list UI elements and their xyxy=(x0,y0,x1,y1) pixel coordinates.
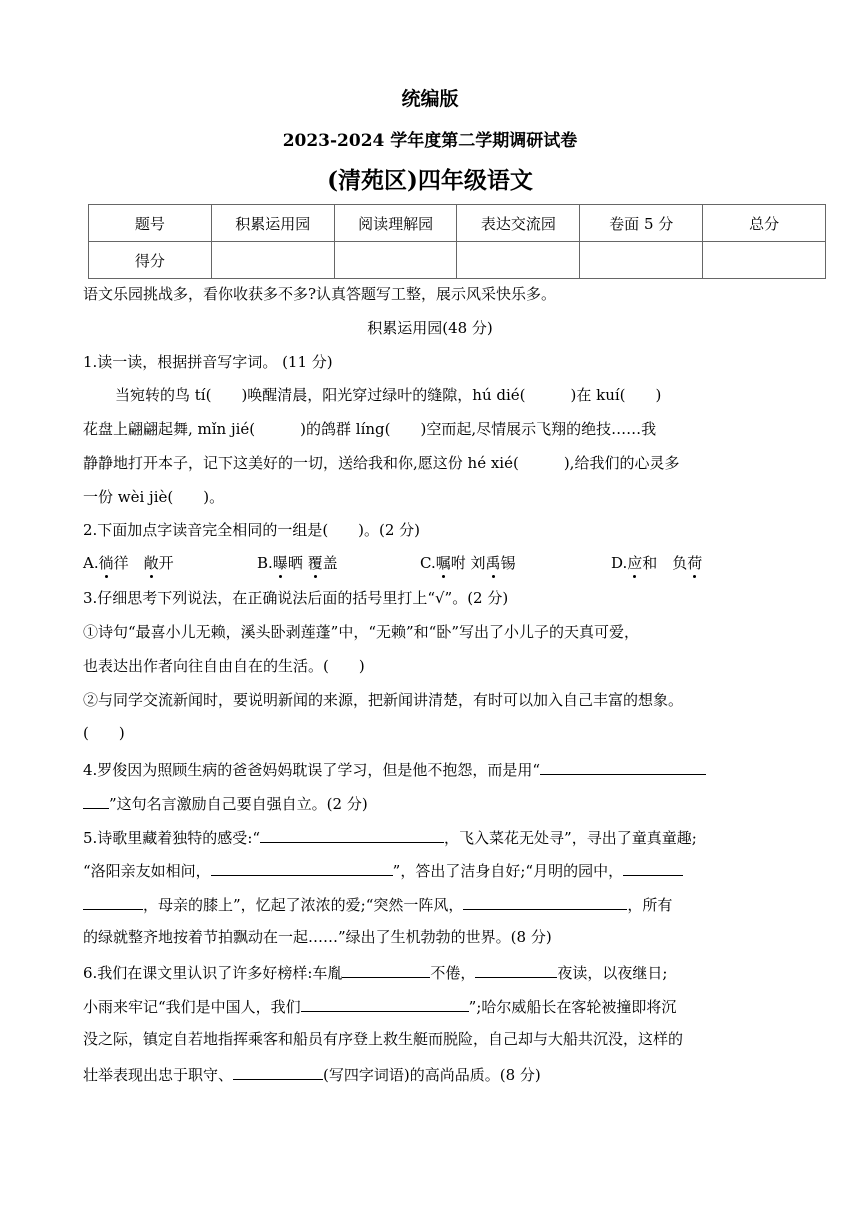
score-cell: 阅读理解园 xyxy=(334,205,457,242)
answer-blank[interactable] xyxy=(301,995,469,1012)
score-input-cell[interactable] xyxy=(211,242,334,279)
q5-line xyxy=(83,826,783,848)
choice-letter: D. xyxy=(611,554,628,572)
choice-text: 锡 xyxy=(500,554,516,572)
dotted-char: 敞 xyxy=(143,554,159,572)
q4-line xyxy=(83,758,783,780)
q6-text: 6.我们在课文里认识了许多好榜样:车胤 xyxy=(83,964,343,982)
q3-item-2: ②与同学交流新闻时，要说明新闻的来源，把新闻讲清楚，有时可以加入自己丰富的想象。 xyxy=(83,691,684,709)
section-title: 积累运用园(48 分) xyxy=(367,319,493,337)
dotted-char: 应 xyxy=(627,554,643,572)
q5-text: “洛阳亲友如相问， xyxy=(83,862,211,880)
choice-text: 咐 刘 xyxy=(450,554,486,572)
dotted-char: 覆 xyxy=(307,554,323,572)
q5-text: ，母亲的膝上”，忆起了浓浓的爱;“突然一阵风， xyxy=(143,896,464,914)
dotted-char: 荷 xyxy=(687,554,703,572)
answer-blank[interactable] xyxy=(83,893,143,910)
answer-blank[interactable] xyxy=(540,758,706,775)
q2-choice-d[interactable] xyxy=(611,553,702,573)
answer-blank[interactable] xyxy=(463,893,627,910)
choice-text: 和 负 xyxy=(642,554,688,572)
score-cell: 得分 xyxy=(89,242,212,279)
score-table-score-row xyxy=(89,242,826,279)
choice-letter: B. xyxy=(257,554,273,572)
q3-item-1-cont: 也表达出作者向往自由自在的生活。( ) xyxy=(83,657,365,675)
q5-line xyxy=(83,893,783,915)
q2-choice-c[interactable] xyxy=(420,553,516,573)
q5-line: 的绿就整齐地按着节拍飘动在一起……”绿出了生机勃勃的世界。(8 分) xyxy=(83,928,552,946)
q1-stem: 1.读一读，根据拼音写字词。 (11 分) xyxy=(83,353,333,371)
score-input-cell[interactable] xyxy=(580,242,703,279)
q4-text: ”这句名言激励自己要自强自立。(2 分) xyxy=(109,795,368,813)
choice-text: 徉 xyxy=(113,554,144,572)
answer-blank[interactable] xyxy=(342,961,430,978)
score-table-header-row xyxy=(89,205,826,242)
answer-blank[interactable] xyxy=(211,859,393,876)
dotted-char: 禹 xyxy=(485,554,501,572)
q1-passage-line: 一份 wèi jiè( )。 xyxy=(83,488,225,506)
q6-text: 不倦， xyxy=(430,964,476,982)
q2-choice-a[interactable] xyxy=(83,553,174,573)
score-cell: 积累运用园 xyxy=(211,205,334,242)
q6-line: 没之际，镇定自若地指挥乘客和船员有序登上救生艇而脱险，自己却与大船共沉没，这样的 xyxy=(83,1030,684,1048)
q6-line xyxy=(83,995,783,1017)
q2-choice-b[interactable] xyxy=(257,553,338,573)
q6-line xyxy=(83,1063,783,1085)
choice-text: 盖 xyxy=(322,554,338,572)
q5-text: 5.诗歌里藏着独特的感受:“ xyxy=(83,829,261,847)
answer-blank[interactable] xyxy=(260,826,444,843)
q4-text: 4.罗俊因为照顾生病的爸爸妈妈耽误了学习，但是他不抱怨，而是用“ xyxy=(83,761,540,779)
q3-item-2-cont: ( ) xyxy=(83,724,125,742)
q1-passage-line: 花盘上翩翩起舞, mǐn jié( )的鸽群 líng( )空而起,尽情展示飞翔的绝技……我 xyxy=(83,420,657,438)
q1-passage-line: 当宛转的鸟 tí( )唤醒清晨，阳光穿过绿叶的缝隙，hú dié( )在 kuí( ) xyxy=(115,386,662,404)
answer-blank[interactable] xyxy=(475,961,557,978)
choice-text: 开 xyxy=(158,554,174,572)
score-input-cell[interactable] xyxy=(457,242,580,279)
edition-label: 统编版 xyxy=(401,88,459,110)
score-input-cell[interactable] xyxy=(703,242,826,279)
year-term-heading: 2023-2024 学年度第二学期调研试卷 xyxy=(282,131,578,151)
q5-text: ，所有 xyxy=(627,896,673,914)
q6-line xyxy=(83,961,783,983)
q2-stem: 2.下面加点字读音完全相同的一组是( )。(2 分) xyxy=(83,521,421,539)
choice-text: 晒 xyxy=(287,554,308,572)
page-title: (清苑区)四年级语文 xyxy=(327,167,533,194)
answer-blank[interactable] xyxy=(623,859,683,876)
score-cell: 题号 xyxy=(89,205,212,242)
q6-text: 壮举表现出忠于职守、 xyxy=(83,1066,234,1084)
intro-text: 语文乐园挑战多，看你收获多不多?认真答题写工整，展示风采快乐多。 xyxy=(83,285,557,303)
score-input-cell[interactable] xyxy=(334,242,457,279)
q3-item-1: ①诗句“最喜小儿无赖，溪头卧剥莲蓬”中，“无赖”和“卧”写出了小儿子的天真可爱， xyxy=(83,623,640,641)
dotted-char: 嘱 xyxy=(435,554,451,572)
q6-text: ”;哈尔威船长在客轮被撞即将沉 xyxy=(468,998,677,1016)
choice-letter: A. xyxy=(83,554,99,572)
dotted-char: 徜 xyxy=(98,554,114,572)
q6-text: 小雨来牢记“我们是中国人，我们 xyxy=(83,998,301,1016)
dotted-char: 曝 xyxy=(272,554,288,572)
answer-blank[interactable] xyxy=(233,1063,323,1080)
choice-letter: C. xyxy=(420,554,436,572)
q4-line xyxy=(83,792,783,814)
answer-blank[interactable] xyxy=(83,792,109,809)
q3-stem: 3.仔细思考下列说法，在正确说法后面的括号里打上“√”。(2 分) xyxy=(83,589,509,607)
score-table xyxy=(88,204,826,279)
score-cell: 总分 xyxy=(703,205,826,242)
q5-text: ，飞入菜花无处寻”，寻出了童真童趣; xyxy=(444,829,697,847)
score-cell: 表达交流园 xyxy=(457,205,580,242)
q5-text: ”，答出了洁身自好;“月明的园中， xyxy=(392,862,624,880)
score-cell: 卷面 5 分 xyxy=(580,205,703,242)
q5-line xyxy=(83,859,783,881)
q6-text: 夜读，以夜继日; xyxy=(557,964,668,982)
q6-text: (写四字词语)的高尚品质。(8 分) xyxy=(323,1066,541,1084)
q1-passage-line: 静静地打开本子，记下这美好的一切，送给我和你,愿这份 hé xié( ),给我们的心灵多 xyxy=(83,454,680,472)
